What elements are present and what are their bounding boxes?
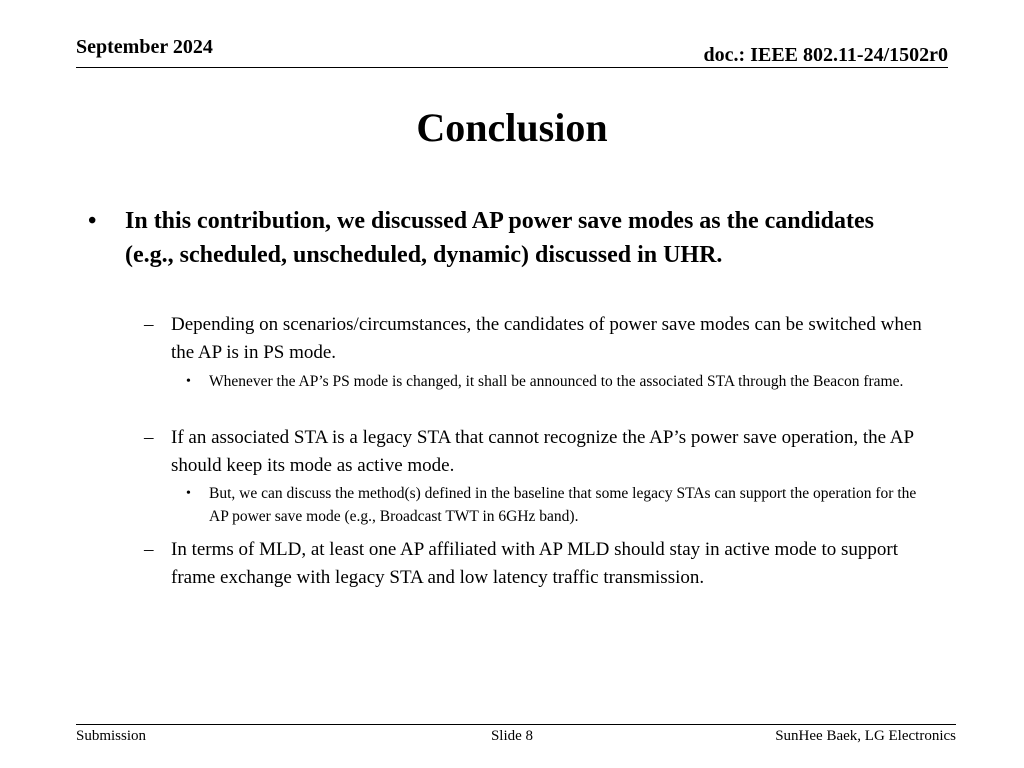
bullet-level3-item bbox=[186, 482, 926, 528]
dash-marker: – bbox=[144, 314, 154, 335]
bullet-text: If an associated STA is a legacy STA that cannot recognize the AP’s power save operation, the AP should keep its mode as active mode. bbox=[171, 427, 914, 476]
bullet-text: In this contribution, we discussed AP power save modes as the candidates (e.g., scheduled, unscheduled, dynamic) discussed in UHR. bbox=[125, 208, 874, 268]
bullet-level2-item bbox=[144, 536, 944, 592]
footer-slide-number: Slide 8 bbox=[490, 728, 534, 744]
footer-divider bbox=[76, 724, 956, 725]
dash-marker: – bbox=[144, 427, 154, 448]
footer-submission: Submission bbox=[76, 728, 147, 744]
bullet-level2-item bbox=[144, 424, 944, 480]
bullet-text: Depending on scenarios/circumstances, the candidates of power save modes can be switched when the AP is in PS mode. bbox=[171, 314, 922, 363]
dash-marker: – bbox=[144, 539, 154, 560]
bullet-level2-item bbox=[144, 311, 944, 367]
header-doc-id: doc.: IEEE 802.11-24/1502r0 bbox=[703, 44, 948, 66]
bullet-level1-item bbox=[88, 204, 888, 272]
header-date: September 2024 bbox=[76, 36, 213, 58]
bullet-text: In terms of MLD, at least one AP affiliated with AP MLD should stay in active mode to support frame exchange with legacy STA and low latency traffic transmission. bbox=[171, 539, 899, 588]
bullet-level3-item bbox=[186, 370, 926, 393]
bullet-text: But, we can discuss the method(s) defined in the baseline that some legacy STAs can support the operation for the AP power save mode (e.g., Broadcast TWT in 6GHz band). bbox=[209, 485, 917, 525]
bullet-marker: • bbox=[88, 208, 97, 234]
bullet-text: Whenever the AP’s PS mode is changed, it shall be announced to the associated STA through the Beacon frame. bbox=[209, 373, 904, 390]
header-divider bbox=[76, 67, 948, 68]
slide-title: Conclusion bbox=[416, 105, 608, 150]
bullet-marker: • bbox=[186, 486, 191, 501]
bullet-marker: • bbox=[186, 374, 191, 389]
footer-author: SunHee Baek, LG Electronics bbox=[775, 728, 956, 744]
